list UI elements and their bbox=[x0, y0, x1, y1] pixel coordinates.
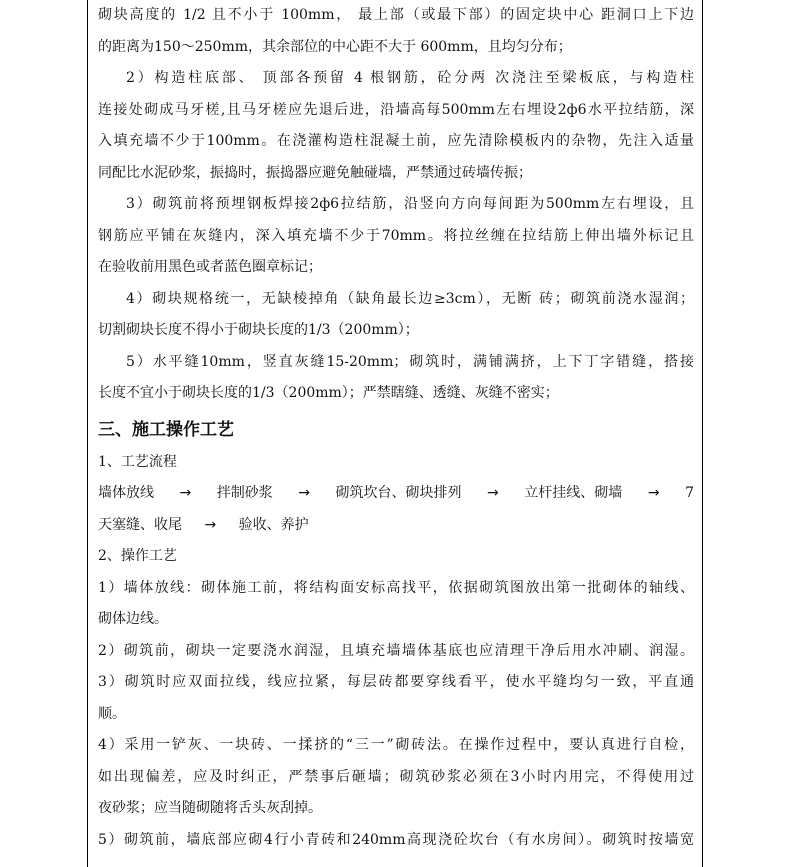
text-line: 3）砌筑时应双面拉线，线应拉紧，每层砖都要穿线看平，使水平缝均匀一致，平直通 bbox=[98, 674, 694, 690]
arrow-right-icon: → bbox=[298, 485, 311, 501]
arrow-right-icon: → bbox=[647, 485, 660, 501]
text-line: 的距离为150～250mm，其余部位的中心距不大于 600mm，且均匀分布； bbox=[98, 38, 572, 55]
text-line: 2）构造柱底部、 顶部各预留 4 根钢筋，砼分两 次浇注至梁板底，与构造柱 bbox=[126, 70, 694, 86]
text-line: 如出现偏差，应及时纠正，严禁事后砸墙；砌筑砂浆必须在3小时内用完，不得使用过 bbox=[98, 768, 694, 785]
text-line: 顺。 bbox=[98, 705, 126, 722]
subheading: 2、操作工艺 bbox=[98, 548, 177, 564]
arrow-right-icon: → bbox=[179, 485, 192, 501]
text-line: 5）水平缝10mm，竖直灰缝15-20mm；砌筑时，满铺满挤，上下丁字错缝，搭接 bbox=[126, 353, 694, 370]
text-line: 入填充墙不少于100mm。在浇灌构造柱混凝土前，应先清除模板内的杂物，先注入适量 bbox=[98, 133, 694, 149]
arrow-right-icon: → bbox=[487, 485, 499, 501]
flow-step: 天塞缝、收尾 bbox=[98, 516, 182, 533]
text-line: 4）砌块规格统一，无缺棱掉角（缺角最长边≥3cm），无断 砖；砌筑前浇水湿润； bbox=[126, 290, 694, 307]
flow-step: 7 bbox=[685, 485, 694, 501]
text-line: 2）砌筑前，砌块一定要浇水润湿，且填充墙墙体基底也应清理干净后用水冲刷、润湿。 bbox=[98, 642, 694, 659]
text-line: 砌块高度的 1/2 且不小于 100mm， 最上部（或最下部）的固定块中心 距洞口上下边 bbox=[98, 7, 694, 23]
text-line: 切割砌块长度不得小于砌块长度的1/3（200mm）； bbox=[98, 322, 419, 338]
text-line: 夜砂浆；应当随砌随将舌头灰刮掉。 bbox=[98, 800, 322, 816]
flow-step: 立杆挂线、砌墙 bbox=[524, 485, 623, 501]
text-line: 4）采用一铲灰、一块砖、一揉挤的“三一”砌砖法。在操作过程中，要认真进行自检， bbox=[98, 737, 694, 753]
text-line: 1）墙体放线：砌体施工前，将结构面安标高找平，依据砌筑图放出第一批砌体的轴线、 bbox=[98, 579, 694, 596]
text-line: 连接处砌成马牙槎,且马牙槎应先退后进，沿墙高每500mm左右埋设2ф6水平拉结筋，深 bbox=[98, 101, 694, 118]
flow-step: 验收、养护 bbox=[238, 516, 309, 533]
flow-step: 拌制砂浆 bbox=[216, 485, 273, 501]
text-line: 3）砌筑前将预埋钢板焊接2ф6拉结筋，沿竖向方向每间距为500mm左右埋设，且 bbox=[126, 196, 694, 212]
text-line: 钢筋应平铺在灰缝内，深入填充墙不少于70mm。将拉丝缠在拉结筋上伸出墙外标记且 bbox=[98, 227, 694, 244]
text-line: 5）砌筑前，墙底部应砌4行小青砖和240mm高现浇砼坎台（有水房间）。砌筑时按墙宽 bbox=[98, 831, 694, 848]
arrow-right-icon: → bbox=[204, 516, 217, 533]
text-line: 砌体边线。 bbox=[98, 611, 168, 627]
flow-step: 砌筑坎台、砌块排列 bbox=[335, 485, 462, 501]
text-line: 长度不宜小于砌块长度的1/3（200mm）；严禁瞎缝、透缝、灰缝不密实； bbox=[98, 385, 559, 401]
text-line: 在验收前用黑色或者蓝色圈章标记； bbox=[98, 259, 322, 275]
document-content bbox=[98, 0, 694, 856]
section-heading: 三、施工操作工艺 bbox=[98, 419, 234, 440]
flow-line-2 bbox=[98, 510, 694, 542]
process-flow bbox=[98, 478, 694, 510]
text-line: 同配比水泥砂浆，振捣时，振捣器应避免触碰墙，严禁通过砖墙传振； bbox=[98, 164, 532, 181]
flow-step: 墙体放线 bbox=[98, 485, 154, 501]
subheading: 1、工艺流程 bbox=[98, 453, 177, 470]
